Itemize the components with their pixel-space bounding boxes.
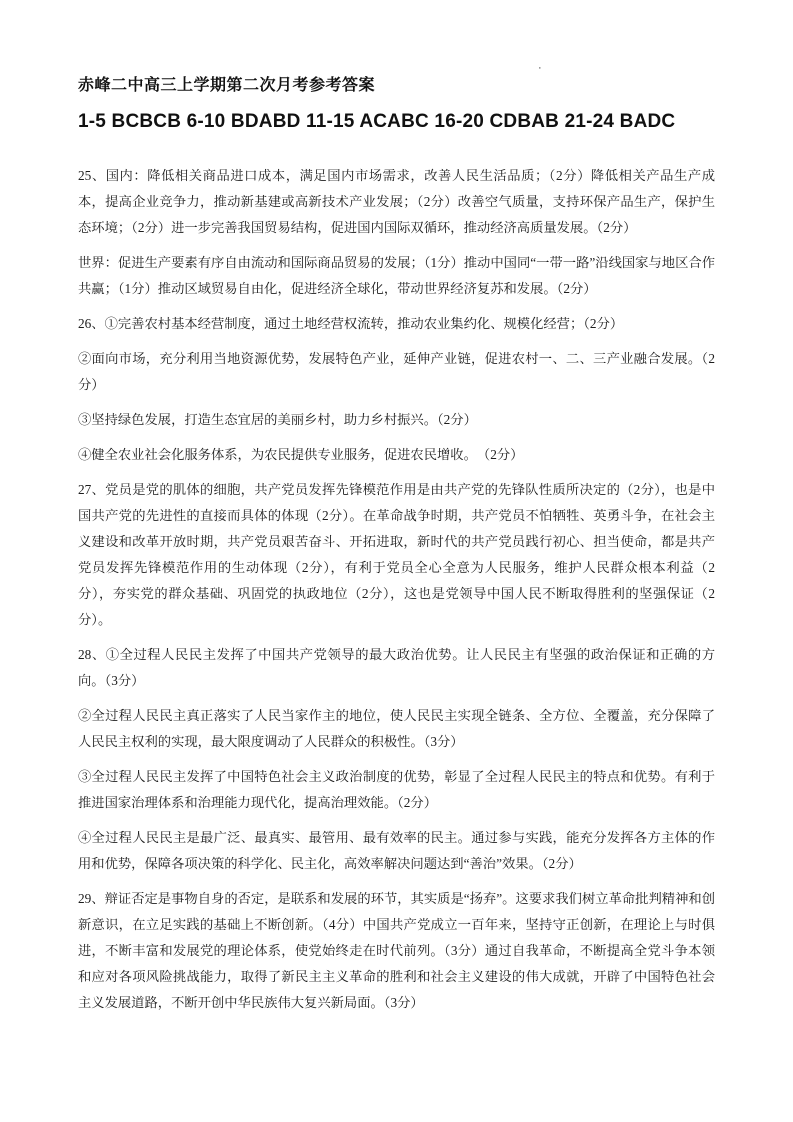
paragraph-q28-point-3: ③全过程人民民主发挥了中国特色社会主义政治制度的优势，彰显了全过程人民民主的特点和优势。有利于推进国家治理体系和治理能力现代化，提高治理效能。（2分） bbox=[78, 769, 715, 810]
paragraph-q29: 29、辩证否定是事物自身的否定，是联系和发展的环节，其实质是“扬弃”。这要求我们树立革命批判精神和创新意识，在立足实践的基础上不断创新。（4分）中国共产党成立一百年来，坚持守正创新，在理论上与时俱进，不断丰富和发展党的理论体系，使党始终走在时代前列。（3分）通过自我革命，不断提高全党斗争本领和应对各项风险挑战能力，取得了新民主主义革命的胜利和社会主义建设的伟大成就，开辟了中国特色社会主义发展道路，不断开创中华民族伟大复兴新局面。（3分） bbox=[78, 891, 715, 1010]
paragraph-q28-point-4: ④全过程人民民主是最广泛、最真实、最管用、最有效率的民主。通过参与实践，能充分发挥各方主体的作用和优势，保障各项决策的科学化、民主化，高效率解决问题达到“善治”效果。（2分） bbox=[78, 830, 715, 871]
paragraph-q26-point-4: ④健全农业社会化服务体系，为农民提供专业服务，促进农民增收。 （2分） bbox=[78, 447, 524, 462]
paragraph-q25-world: 世界：促进生产要素有序自由流动和国际商品贸易的发展；（1分）推动中国同“一带一路”沿线国家与地区合作共赢；（1分）推动区域贸易自由化，促进经济全球化，带动世界经济复苏和发展。（2分） bbox=[78, 255, 715, 296]
paragraph-q26-point-3: ③坚持绿色发展，打造生态宜居的美丽乡村，助力乡村振兴。（2分） bbox=[78, 412, 477, 427]
paragraph-q28-point-1: 28、①全过程人民民主发挥了中国共产党领导的最大政治优势。让人民民主有坚强的政治保证和正确的方向。（3分） bbox=[78, 647, 715, 688]
paragraph-q26-point-1: 26、①完善农村基本经营制度，通过土地经营权流转，推动农业集约化、规模化经营；（2分） bbox=[78, 316, 624, 331]
paragraph-q28-point-2: ②全过程人民民主真正落实了人民当家作主的地位，使人民民主实现全链条、全方位、全覆盖，充分保障了人民民主权利的实现，最大限度调动了人民群众的积极性。（3分） bbox=[78, 708, 715, 749]
paragraph-q27: 27、党员是党的肌体的细胞，共产党员发挥先锋模范作用是由共产党的先锋队性质所决定的（2分），也是中国共产党的先进性的直接而具体的体现（2分）。在革命战争时期，共产党员不怕牺牲、英勇斗争，在社会主义建设和改革开放时期，共产党员艰苦奋斗、开拓进取，新时代的共产党员践行初心、担当使命，都是共产党员发挥先锋模范作用的生动体现（2分），有利于党员全心全意为人民服务，维护人民群众根本利益（2分），夯实党的群众基础、巩固党的执政地位（2分），这也是党领导中国人民不断取得胜利的坚强保证（2分）。 bbox=[78, 482, 715, 627]
paragraph-q26-point-2: ②面向市场，充分利用当地资源优势，发展特色产业，延伸产业链，促进农村一、二、三产业融合发展。（2分） bbox=[78, 351, 715, 392]
stray-mark: · bbox=[538, 62, 542, 74]
document-body bbox=[78, 163, 715, 1016]
answer-key-line: 1-5 BCBCB 6-10 BDABD 11-15 ACABC 16-20 CDBAB 21-24 BADC bbox=[78, 111, 676, 132]
paragraph-q25-domestic: 25、国内：降低相关商品进口成本，满足国内市场需求，改善人民生活品质；（2分）降低相关产品生产成本，提高企业竞争力，推动新基建或高新技术产业发展；（2分）改善空气质量，支持环保产品生产，保护生态环境；（2分）进一步完善我国贸易结构，促进国内国际双循环，推动经济高质量发展。（2分） bbox=[78, 168, 715, 235]
document-title: 赤峰二中高三上学期第二次月考参考答案 bbox=[78, 77, 376, 94]
